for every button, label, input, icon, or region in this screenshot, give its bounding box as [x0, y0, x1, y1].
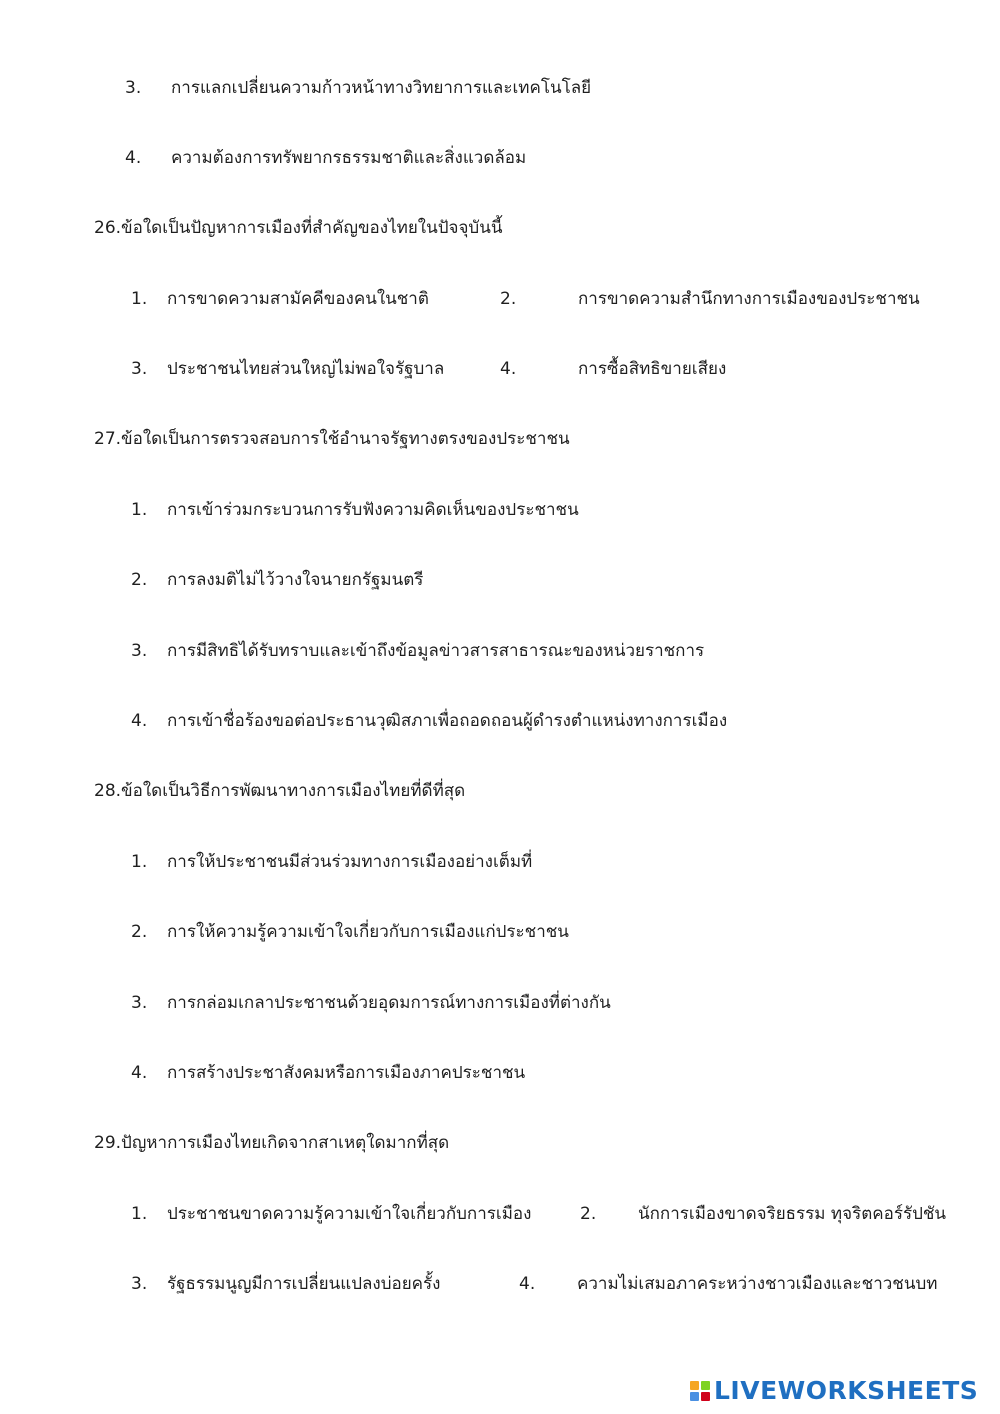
- q29-option-4: 4. ความไม่เสมอภาคระหว่างชาวเมืองและชาวชนบท: [519, 1274, 938, 1294]
- option-text: การแลกเปลี่ยนความก้าวหน้าทางวิทยาการและเทคโนโลยี: [171, 78, 592, 98]
- q28-option-2: 2. การให้ความรู้ความเข้าใจเกี่ยวกับการเมืองแก่ประชาชน: [131, 922, 569, 942]
- option-3: 3. การแลกเปลี่ยนความก้าวหน้าทางวิทยาการและเทคโนโลยี: [125, 78, 592, 98]
- q26-option-3: 3. ประชาชนไทยส่วนใหญ่ไม่พอใจรัฐบาล: [131, 359, 445, 379]
- logo-squares-icon: [690, 1381, 710, 1401]
- question-27: 27.ข้อใดเป็นการตรวจสอบการใช้อำนาจรัฐทางตรงของประชาชน: [94, 429, 570, 449]
- question-26: 26.ข้อใดเป็นปัญหาการเมืองที่สำคัญของไทยในปัจจุบันนี้: [94, 218, 503, 238]
- q27-option-3: 3. การมีสิทธิได้รับทราบและเข้าถึงข้อมูลข่าวสารสาธารณะของหน่วยราชการ: [131, 641, 705, 661]
- q27-option-2: 2. การลงมติไม่ไว้วางใจนายกรัฐมนตรี: [131, 570, 424, 590]
- q27-option-4: 4. การเข้าชื่อร้องขอต่อประธานวุฒิสภาเพื่อถอดถอนผู้ดำรงตำแหน่งทางการเมือง: [131, 711, 728, 731]
- option-4: 4. ความต้องการทรัพยากรธรรมชาติและสิ่งแวดล้อม: [125, 148, 527, 168]
- liveworksheets-logo: [690, 1376, 978, 1405]
- question-28: 28.ข้อใดเป็นวิธีการพัฒนาทางการเมืองไทยที่ดีที่สุด: [94, 781, 466, 801]
- q29-option-3: 3. รัฐธรรมนูญมีการเปลี่ยนแปลงบ่อยครั้ง: [131, 1274, 441, 1294]
- option-text: ความต้องการทรัพยากรธรรมชาติและสิ่งแวดล้อม: [171, 148, 527, 168]
- q29-option-1: 1. ประชาชนขาดความรู้ความเข้าใจเกี่ยวกับการเมือง: [131, 1204, 532, 1224]
- logo-text: LIVEWORKSHEETS: [714, 1376, 979, 1405]
- q28-option-1: 1. การให้ประชาชนมีส่วนร่วมทางการเมืองอย่างเต็มที่: [131, 852, 533, 872]
- q26-option-2: 2. การขาดความสำนึกทางการเมืองของประชาชน: [500, 289, 920, 309]
- q28-option-3: 3. การกล่อมเกลาประชาชนด้วยอุดมการณ์ทางการเมืองที่ต่างกัน: [131, 993, 611, 1013]
- q27-option-1: 1. การเข้าร่วมกระบวนการรับฟังความคิดเห็นของประชาชน: [131, 500, 579, 520]
- question-29: 29.ปัญหาการเมืองไทยเกิดจากสาเหตุใดมากที่สุด: [94, 1133, 450, 1153]
- q29-option-2: 2. นักการเมืองขาดจริยธรรม ทุจริตคอร์รัปชัน: [580, 1204, 947, 1224]
- q26-option-1: 1. การขาดความสามัคคีของคนในชาติ: [131, 289, 429, 309]
- q26-option-4: 4. การซื้อสิทธิขายเสียง: [500, 359, 727, 379]
- q28-option-4: 4. การสร้างประชาสังคมหรือการเมืองภาคประชาชน: [131, 1063, 526, 1083]
